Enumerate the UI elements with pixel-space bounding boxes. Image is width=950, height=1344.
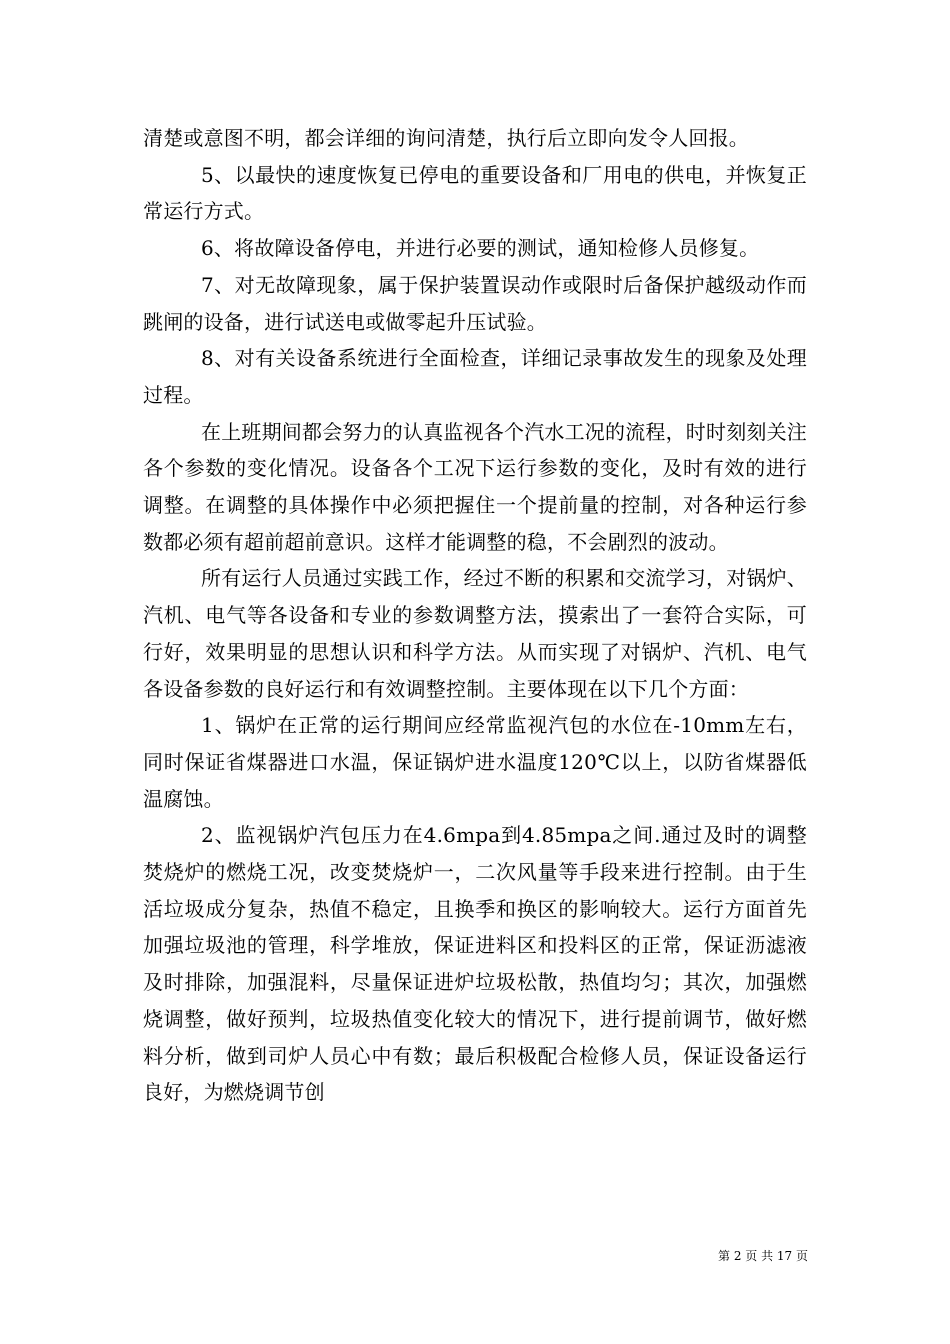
paragraph-2: 5、以最快的速度恢复已停电的重要设备和厂用电的供电，并恢复正常运行方式。 [143,162,807,224]
paragraph-9: 2、监视锅炉汽包压力在4.6mpa到4.85mpa之间.通过及时的调整焚烧炉的燃烧工况，改变焚烧炉一，二次风量等手段来进行控制。由于生活垃圾成分复杂，热值不稳定，且换季和换区的影响较大。运行方面首先加强垃圾池的管理，科学堆放，保证进料区和投料区的正常，保证沥滤液及时排除，加强混料，尽量保证进炉垃圾松散，热值均匀；其次，加强燃烧调整，做好预判，垃圾热值变化较大的情况下，进行提前调节，做好燃料分析，做到司炉人员心中有数；最后积极配合检修人员，保证设备运行良好，为燃烧调节创 [143,823,807,1105]
paragraph-6: 在上班期间都会努力的认真监视各个汽水工况的流程，时时刻刻关注各个参数的变化情况。设备各个工况下运行参数的变化，及时有效的进行调整。在调整的具体操作中必须把握住一个提前量的控制，对各种运行参数都必须有超前超前意识。这样才能调整的稳，不会剧烈的波动。 [143,419,807,554]
paragraph-3: 6、将故障设备停电，并进行必要的测试，通知检修人员修复。 [201,236,760,261]
paragraph-1: 清楚或意图不明，都会详细的询问清楚，执行后立即向发令人回报。 [143,126,749,150]
page-footer [0,1247,808,1264]
paragraph-5: 8、对有关设备系统进行全面检查，详细记录事故发生的现象及处理过程。 [143,346,807,407]
paragraph-4: 7、对无故障现象，属于保护装置误动作或限时后备保护越级动作而跳闸的设备，进行试送电或做零起升压试验。 [143,272,807,334]
paragraph-7: 所有运行人员通过实践工作，经过不断的积累和交流学习，对锅炉、汽机、电气等各设备和专业的参数调整方法，摸索出了一套符合实际，可行好，效果明显的思想认识和科学方法。从而实现了对锅炉、汽机、电气各设备参数的良好运行和有效调整控制。主要体现在以下几个方面： [143,566,807,701]
page-number-label: 第 2 页 共 17 页 [718,1249,808,1263]
paragraph-8: 1、锅炉在正常的运行期间应经常监视汽包的水位在-10mm左右，同时保证省煤器进口水温，保证锅炉进水温度120℃以上，以防省煤器低温腐蚀。 [143,713,807,811]
document-body [143,120,807,1111]
